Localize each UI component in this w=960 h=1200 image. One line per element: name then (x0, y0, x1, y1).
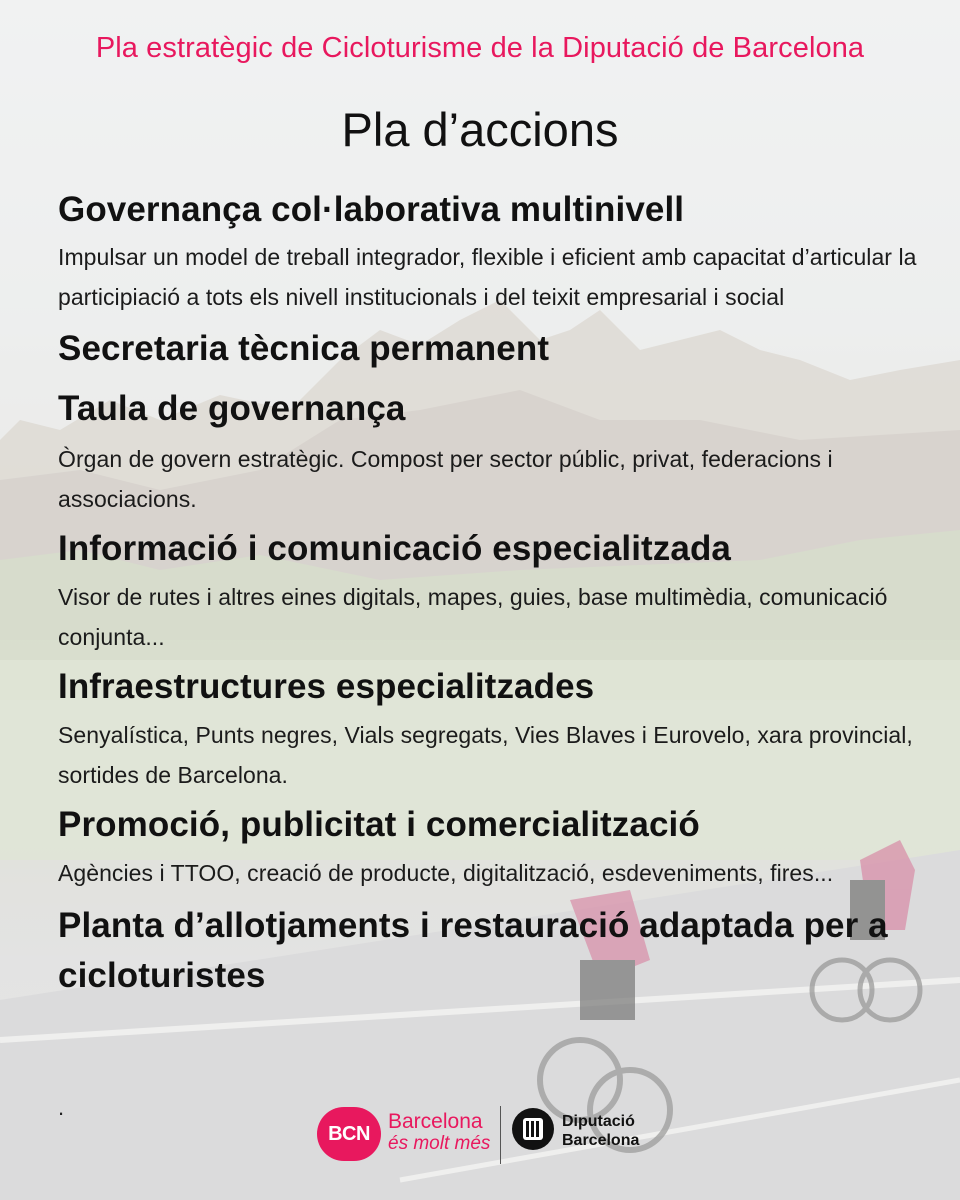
section-heading-promotion: Promoció, publicitat i comercialització (58, 805, 700, 844)
footer-divider (500, 1106, 501, 1164)
section-text-governance: Impulsar un model de treball integrador, flexible i eficient amb capacitat d’articular la participiació a tots els nivell institucionals i del teixit empresarial i social (58, 244, 917, 310)
section-heading-information: Informació i comunicació especialitzada (58, 529, 732, 568)
section-text-promotion: Agències i TTOO, creació de producte, digitalització, esdeveniments, fires... (58, 860, 834, 886)
trailing-mark: . (58, 1095, 65, 1120)
bcn-logo-text: BCN (328, 1122, 370, 1145)
section-heading-infrastructure: Infraestructures especialitzades (58, 667, 595, 706)
section-heading-secretariat: Secretaria tècnica permanent (58, 329, 550, 368)
action-list (58, 186, 938, 1001)
diputacio-name-line2: Barcelona (562, 1132, 640, 1149)
bcn-brand-tagline: és molt més (388, 1133, 491, 1154)
section-heading-governance-table: Taula de governança (58, 389, 406, 428)
section-heading-governance: Governança col·laborativa multinivell (58, 190, 685, 229)
section-text-infrastructure: Senyalística, Punts negres, Vials segregats, Vies Blaves i Eurovelo, xara provincial, sortides de Barcelona. (58, 722, 913, 788)
shield-crest-icon (512, 1108, 554, 1150)
section-text-information: Visor de rutes i altres eines digitals, mapes, guies, base multimèdia, comunicació conjunta... (58, 584, 888, 650)
section-text-governance-table: Òrgan de govern estratègic. Compost per sector públic, privat, federacions i associacions. (58, 446, 833, 512)
diputacio-name-line1: Diputació (562, 1113, 635, 1130)
page-title: Pla d’accions (341, 103, 619, 156)
plan-supertitle: Pla estratègic de Cicloturisme de la Diputació de Barcelona (95, 32, 865, 64)
bcn-logo (317, 1107, 381, 1161)
bcn-brand-name: Barcelona (388, 1110, 483, 1133)
section-heading-accommodation: Planta d’allotjaments i restauració adaptada per a cicloturistes (58, 906, 888, 995)
